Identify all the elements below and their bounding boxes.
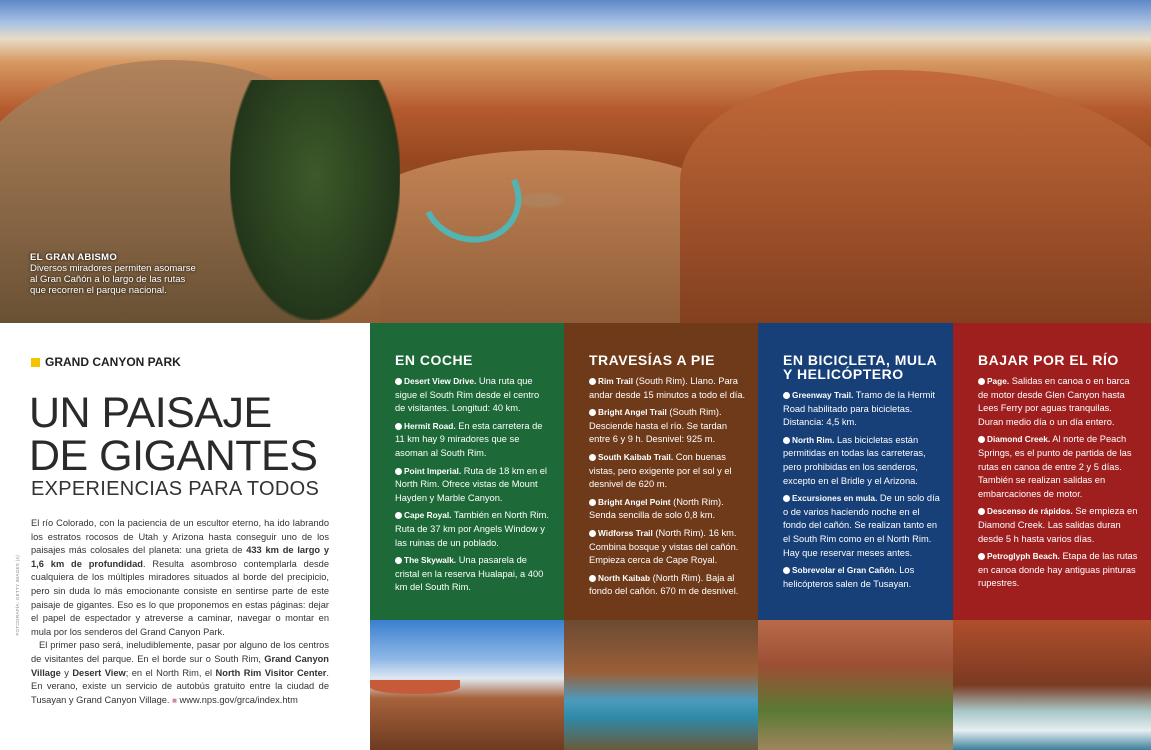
text-span: . Resulta asombroso contemplarla desde cualquiera de los múltiples miradores situados al borde del precipicio, pero sin duda lo más emocionante consiste en sentirse parte de este paisaje de gigantes. Eso es lo que proponemos en estas páginas: dejar el papel de espectador y atreverse a caminar, navegar o montar en mula por los senderos del Grand Canyon Park. [31, 558, 329, 637]
bullet-icon [589, 499, 596, 506]
item-name: The Skywalk. [404, 555, 457, 566]
item-name: North Kaibab [598, 572, 651, 583]
text-span: ; en el North Rim, el [125, 667, 216, 678]
item-text: (North Rim). Senda sencilla de solo 0,8 km. [589, 496, 724, 521]
bullet-icon [395, 512, 402, 519]
bold-span: Grand Canyon Village [31, 653, 329, 678]
item-name: Desert View Drive. [404, 376, 477, 386]
item-name: Widforss Trail [598, 527, 653, 538]
item-text: Una ruta que sigue el South Rim desde el centro de visitantes. Longitud: 40 km. [395, 376, 540, 414]
list-item [589, 572, 746, 599]
list-item [978, 375, 1139, 429]
item-name: Hermit Road. [404, 420, 456, 431]
item-name: Greenway Trail. [792, 390, 854, 400]
bullet-icon [589, 378, 596, 385]
article-subtitle: EXPERIENCIAS PARA TODOS [31, 478, 320, 500]
article-title [29, 389, 318, 480]
bold-span: Desert View [72, 667, 126, 678]
item-name: Petroglyph Beach. [987, 551, 1060, 562]
bold-span: North Rim Visitor Center [215, 667, 327, 678]
column-title: BAJAR POR EL RÍO [978, 352, 1119, 368]
list-item [978, 550, 1139, 591]
text-span: . En verano, existe un servicio de autobús gratuito entre la ciudad de Tusayan y Grand Canyon Village. [31, 667, 329, 705]
list-item [589, 375, 746, 402]
photo-river-trail [564, 620, 758, 750]
item-name: Bright Angel Trail [598, 407, 667, 418]
item-name: Diamond Creek. [987, 434, 1051, 445]
section-tag [31, 355, 181, 369]
list-item [395, 509, 552, 550]
photo-caption [30, 252, 200, 296]
photo-credit: FOTOGRAFÍA: GETTY IMAGES (4) [15, 555, 20, 636]
item-name: South Kaibab Trail. [598, 451, 674, 462]
item-text: Con buenas vistas, pero exigente por el sol y el desnivel de 620 m. [589, 451, 732, 490]
bullet-icon [783, 567, 790, 574]
article-title-line1: UN PAISAJE [29, 389, 272, 437]
bullet-icon [395, 468, 402, 475]
list-item [395, 420, 552, 461]
list-item [395, 554, 552, 595]
item-text: Las bicicletas están permitidas en todas las carreteras, pero prohibidas en los senderos, excepto en el Bridle y el Arizona. [783, 434, 926, 486]
bold-span: 433 km de largo y 1,6 km de profundidad [31, 545, 330, 569]
item-text: En esta carretera de 11 km hay 9 miradores que se asoman al South Rim. [395, 420, 543, 458]
bullet-icon [783, 392, 790, 399]
item-text: También en North Rim. Ruta de 37 km por Angels Window y las ruinas de un poblado. [395, 510, 549, 548]
column-bajar-por-el-rio [953, 323, 1151, 620]
list-item [589, 451, 746, 492]
text-span: El río Colorado, con la paciencia de un escultor eterno, ha ido labrando los estratos rocosos de Utah y Arizona hasta conseguir uno de los paisajes más colosales del planeta: una grieta de [31, 518, 329, 556]
item-name: North Rim. [792, 434, 835, 445]
list-item [783, 434, 941, 488]
bullet-icon [589, 530, 596, 537]
item-text: (South Rim). Llano. Para andar desde 15 minutos a todo el día. [589, 376, 746, 400]
item-text: Salidas en canoa o en barca de motor desde Glen Canyon hasta Lees Ferry por aguas tranquilas. Duran medio día o un día entero. [978, 376, 1130, 427]
bullet-icon [589, 575, 596, 582]
link-square-icon: ■ [172, 695, 177, 705]
column-title: EN BICICLETA, MULA Y HELICÓPTERO [783, 352, 937, 382]
photo-mule-ride [758, 620, 953, 750]
article-link[interactable]: www.nps.gov/grca/index.htm [179, 694, 298, 705]
article-body [31, 517, 329, 707]
pine-tree [230, 80, 400, 320]
article-paragraph-1 [31, 517, 329, 639]
item-name: Sobrevolar el Gran Cañón. [792, 565, 897, 576]
item-name: Page. [987, 376, 1010, 386]
hero-photo-grand-canyon [0, 0, 1151, 323]
item-name: Excursiones en mula. [792, 493, 878, 504]
bullet-icon [978, 436, 985, 443]
skywalk-platform [370, 680, 460, 694]
item-name: Rim Trail [598, 376, 634, 386]
list-item [395, 465, 552, 506]
bullet-icon [395, 423, 402, 430]
item-name: Cape Royal. [404, 510, 452, 521]
bullet-icon [589, 454, 596, 461]
item-text: Se empieza en Diamond Creek. Las salidas duran desde 5 h hasta varios días. [978, 506, 1138, 544]
bullet-icon [978, 553, 985, 560]
item-name: Descenso de rápidos. [987, 506, 1073, 517]
column-bicicleta-mula-helicoptero [758, 323, 953, 620]
item-text: Los helicópteros salen de Tusayan. [783, 565, 915, 589]
list-item [978, 505, 1139, 546]
item-text: (North Rim). Baja al fondo del cañón. 670 m de desnivel. [589, 572, 739, 597]
canyon-rock-right [680, 70, 1151, 323]
list-item [783, 564, 941, 591]
item-text: Ruta de 18 km en el North Rim. Ofrece vistas de Mount Hayden y Marble Canyon. [395, 465, 547, 503]
article-paragraph-2 [31, 639, 329, 707]
text-span: y [60, 667, 73, 678]
column-title: EN COCHE [395, 352, 473, 368]
article-title-line2: DE GIGANTES [29, 432, 318, 480]
item-text: Etapa de las rutas en canoa donde hay antiguas pinturas rupestres. [978, 551, 1138, 589]
photo-caption-text: Diversos miradores permiten asomarse al Gran Cañón a lo largo de las rutas que recorren el parque nacional. [30, 263, 196, 296]
photo-caption-title: EL GRAN ABISMO [30, 252, 118, 263]
photo-skywalk [370, 620, 564, 750]
item-text: Tramo de la Hermit Road habilitado para bicicletas. Distancia: 4,5 km. [783, 390, 935, 428]
item-text: (North Rim). 16 km. Combina bosque y vistas del cañón. Empieza cerca de Cape Royal. [589, 527, 739, 566]
list-item [589, 496, 746, 523]
column-title: TRAVESÍAS A PIE [589, 352, 716, 368]
bullet-icon [783, 495, 790, 502]
list-item [395, 375, 552, 416]
list-item [978, 433, 1139, 501]
column-travesias-a-pie [564, 323, 758, 620]
item-text: De un solo día o de varios haciendo noche en el fondo del cañón. Se realizan tanto en el South Rim como en el North Rim. Hay que reservar meses antes. [783, 493, 940, 558]
item-name: Bright Angel Point [598, 496, 671, 507]
bullet-icon [978, 508, 985, 515]
bullet-icon [395, 557, 402, 564]
list-item [783, 389, 941, 430]
column-en-coche [370, 323, 564, 620]
list-item [589, 527, 746, 568]
section-tag-label: GRAND CANYON PARK [45, 355, 181, 369]
yellow-square-icon [31, 358, 40, 367]
bullet-icon [783, 437, 790, 444]
bullet-icon [589, 409, 596, 416]
bullet-icon [395, 378, 402, 385]
list-item [783, 492, 941, 560]
item-text: Al norte de Peach Springs, es el punto de partida de las rutas en canoa de entre 2 y 5 días. También se realizan salidas en embarcaciones de motor. [978, 434, 1132, 499]
text-span: El primer paso será, ineludiblemente, pasar por alguno de los centros de visitantes del parque. En el borde sur o South Rim, [31, 640, 329, 664]
item-text: (South Rim). Desciende hasta el río. Se tardan entre 6 y 9 h. Desnivel: 925 m. [589, 407, 727, 445]
item-text: Una pasarela de cristal en la reserva Hualapai, a 400 km del South Rim. [395, 555, 544, 593]
photo-rafting [953, 620, 1151, 750]
bullet-icon [978, 378, 985, 385]
item-name: Point Imperial. [404, 465, 462, 476]
list-item [589, 406, 746, 447]
